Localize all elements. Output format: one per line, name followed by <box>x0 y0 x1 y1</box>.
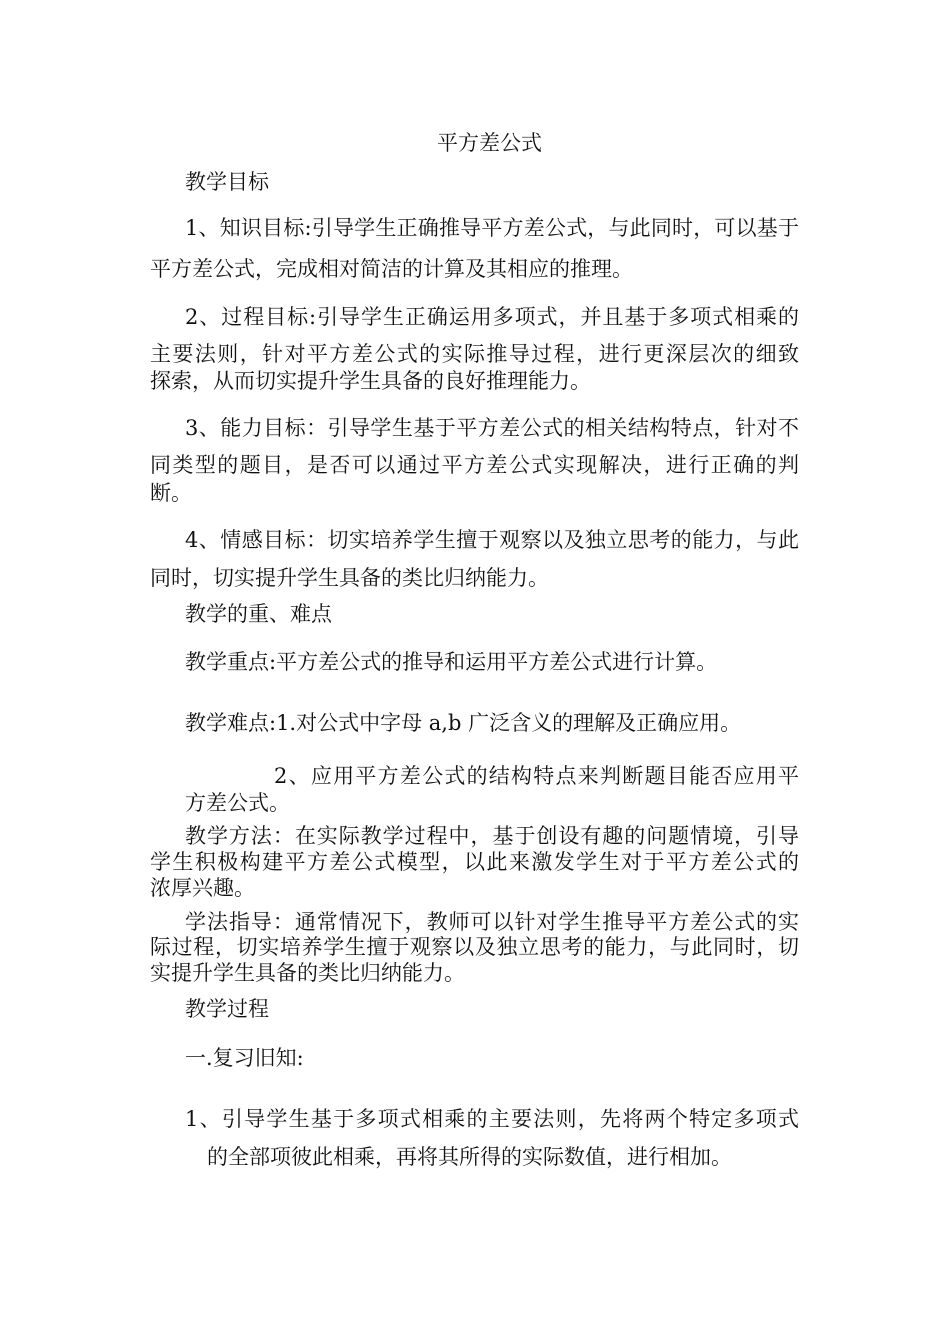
goal-3-line-1: 3、能力目标：引导学生基于平方差公式的相关结构特点，针对不 <box>185 416 799 440</box>
section-heading-process: 教学过程 <box>185 997 269 1021</box>
goal-4-line-2: 同时，切实提升学生具备的类比归纳能力。 <box>150 566 549 590</box>
key-point-text: 教学重点:平方差公式的推导和运用平方差公式进行计算。 <box>185 650 718 674</box>
difficult-point-2-line-1: 2、应用平方差公式的结构特点来判断题目能否应用平 <box>274 764 799 788</box>
section-heading-goals: 教学目标 <box>185 170 269 194</box>
goal-3-line-3: 断。 <box>150 481 192 505</box>
review-heading: 一.复习旧知: <box>185 1046 304 1070</box>
section-heading-key-difficult: 教学的重、难点 <box>185 602 332 626</box>
difficult-point-2-line-2: 方差公式。 <box>185 791 290 815</box>
study-guide-line-1: 学法指导：通常情况下，教师可以针对学生推导平方差公式的实 <box>185 910 799 934</box>
study-guide-line-2: 际过程，切实培养学生擅于观察以及独立思考的能力，与此同时，切 <box>150 935 799 959</box>
review-item-1-line-1: 1、引导学生基于多项式相乘的主要法则，先将两个特定多项式 <box>185 1107 799 1131</box>
goal-2-line-3: 探索，从而切实提升学生具备的良好推理能力。 <box>150 369 591 393</box>
difficult-point-1: 教学难点:1.对公式中字母 a,b 广泛含义的理解及正确应用。 <box>185 711 742 735</box>
study-guide-line-3: 实提升学生具备的类比归纳能力。 <box>150 961 465 985</box>
method-line-3: 浓厚兴趣。 <box>150 876 255 900</box>
goal-3-line-2: 同类型的题目，是否可以通过平方差公式实现解决，进行正确的判 <box>150 453 799 477</box>
method-line-2: 学生积极构建平方差公式模型，以此来激发学生对于平方差公式的 <box>150 850 799 874</box>
page-title: 平方差公式 <box>437 131 542 155</box>
method-line-1: 教学方法：在实际教学过程中，基于创设有趣的问题情境，引导 <box>185 824 799 848</box>
goal-4-line-1: 4、情感目标：切实培养学生擅于观察以及独立思考的能力，与此 <box>185 528 799 552</box>
goal-2-line-2: 主要法则，针对平方差公式的实际推导过程，进行更深层次的细致 <box>150 342 799 366</box>
goal-1-line-1: 1、知识目标:引导学生正确推导平方差公式，与此同时，可以基于 <box>185 216 799 240</box>
goal-2-line-1: 2、过程目标:引导学生正确运用多项式，并且基于多项式相乘的 <box>185 305 799 329</box>
review-item-1-line-2: 的全部项彼此相乘，再将其所得的实际数值，进行相加。 <box>207 1145 732 1169</box>
goal-1-line-2: 平方差公式，完成相对简洁的计算及其相应的推理。 <box>150 257 633 281</box>
